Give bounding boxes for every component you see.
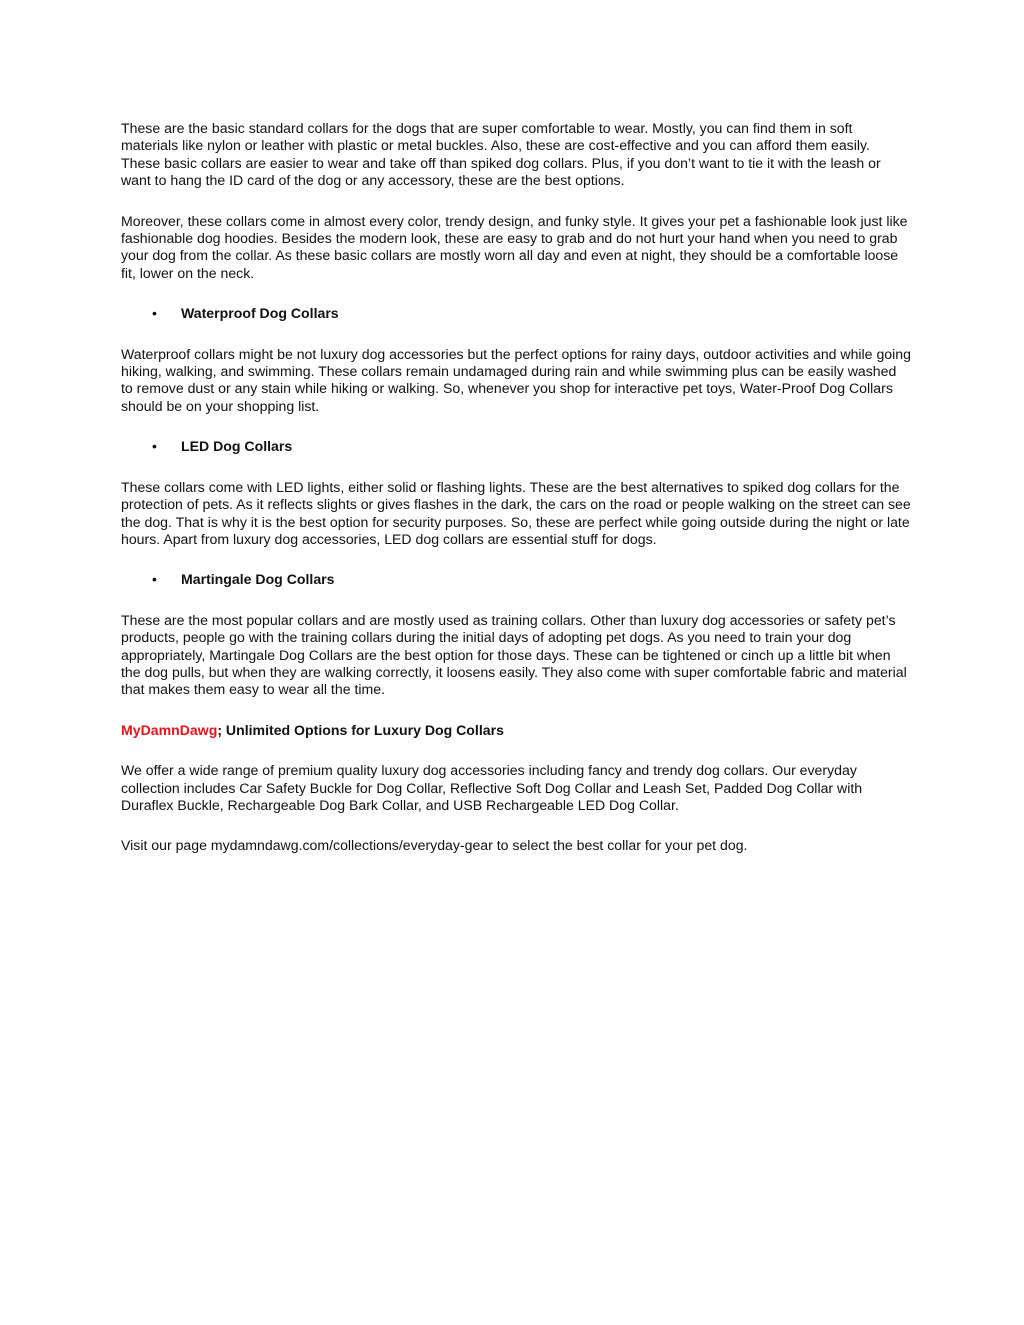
section-body-led: These collars come with LED lights, either solid or flashing lights. These are the best alternatives to spiked dog collars for the protection of pets. As it reflects slights or gives flashes in the dark, the cars on the road or people walking on the street can see the dog. That is why it is the best option for security purposes. So, these are perfect while going outside during the night or late hours. Apart from luxury dog accessories, LED dog collars are essential stuff for dogs. bbox=[121, 478, 911, 547]
section-heading: Waterproof Dog Collars bbox=[181, 305, 339, 322]
bullet-icon: • bbox=[152, 305, 157, 322]
bullet-heading-waterproof bbox=[121, 305, 911, 322]
section-body-waterproof: Waterproof collars might be not luxury dog accessories but the perfect options for rainy days, outdoor activities and while going hiking, walking, and swimming. These collars remain undamaged during rain and while swimming plus can be easily washed to remove dust or any stain while hiking or walking. So, whenever you shop for interactive pet toys, Water-Proof Dog Collars should be on your shopping list. bbox=[121, 345, 911, 414]
document-page bbox=[121, 120, 911, 878]
offer-paragraph: We offer a wide range of premium quality luxury dog accessories including fancy and trendy dog collars. Our everyday collection includes Car Safety Buckle for Dog Collar, Reflective Soft Dog Collar and Leash Set, Padded Dog Collar with Duraflex Buckle, Rechargeable Dog Bark Collar, and USB Rechargeable LED Dog Collar. bbox=[121, 762, 863, 813]
bullet-icon: • bbox=[152, 438, 157, 455]
brand-name: MyDamnDawg bbox=[121, 721, 218, 738]
cta-heading bbox=[121, 722, 911, 739]
cta-heading-rest: ; Unlimited Options for Luxury Dog Collars bbox=[217, 721, 504, 738]
visit-paragraph: Visit our page mydamndawg.com/collections/everyday-gear to select the best collar for your pet dog. bbox=[121, 837, 748, 854]
section-body-martingale: These are the most popular collars and are mostly used as training collars. Other than luxury dog accessories or safety pet’s products, people go with the training collars during the initial days of adopting pet dogs. As you need to train your dog appropriately, Martingale Dog Collars are the best option for those days. These can be tightened or cinch up a little bit when the dog pulls, but when they are walking correctly, it loosens easily. They also come with super comfortable fabric and material that makes them easy to wear all the time. bbox=[121, 611, 907, 698]
bullet-heading-led bbox=[121, 438, 911, 455]
bullet-icon: • bbox=[152, 571, 157, 588]
intro-paragraph-1: These are the basic standard collars for the dogs that are super comfortable to wear. Mostly, you can find them in soft materials like nylon or leather with plastic or metal buckles. Also, these are cost-effective and you can afford them easily. These basic collars are easier to wear and take off than spiked dog collars. Plus, if you don’t want to tie it with the leash or want to hang the ID card of the dog or any accessory, these are the best options. bbox=[121, 120, 881, 189]
intro-paragraph-2: Moreover, these collars come in almost every color, trendy design, and funky style. It gives your pet a fashionable look just like fashionable dog hoodies. Besides the modern look, these are easy to grab and do not hurt your hand when you need to grab your dog from the collar. As these basic collars are mostly worn all day and even at night, they should be a comfortable loose fit, lower on the neck. bbox=[121, 212, 908, 281]
section-heading: Martingale Dog Collars bbox=[181, 571, 335, 588]
section-heading: LED Dog Collars bbox=[181, 438, 293, 455]
bullet-heading-martingale bbox=[121, 571, 911, 588]
